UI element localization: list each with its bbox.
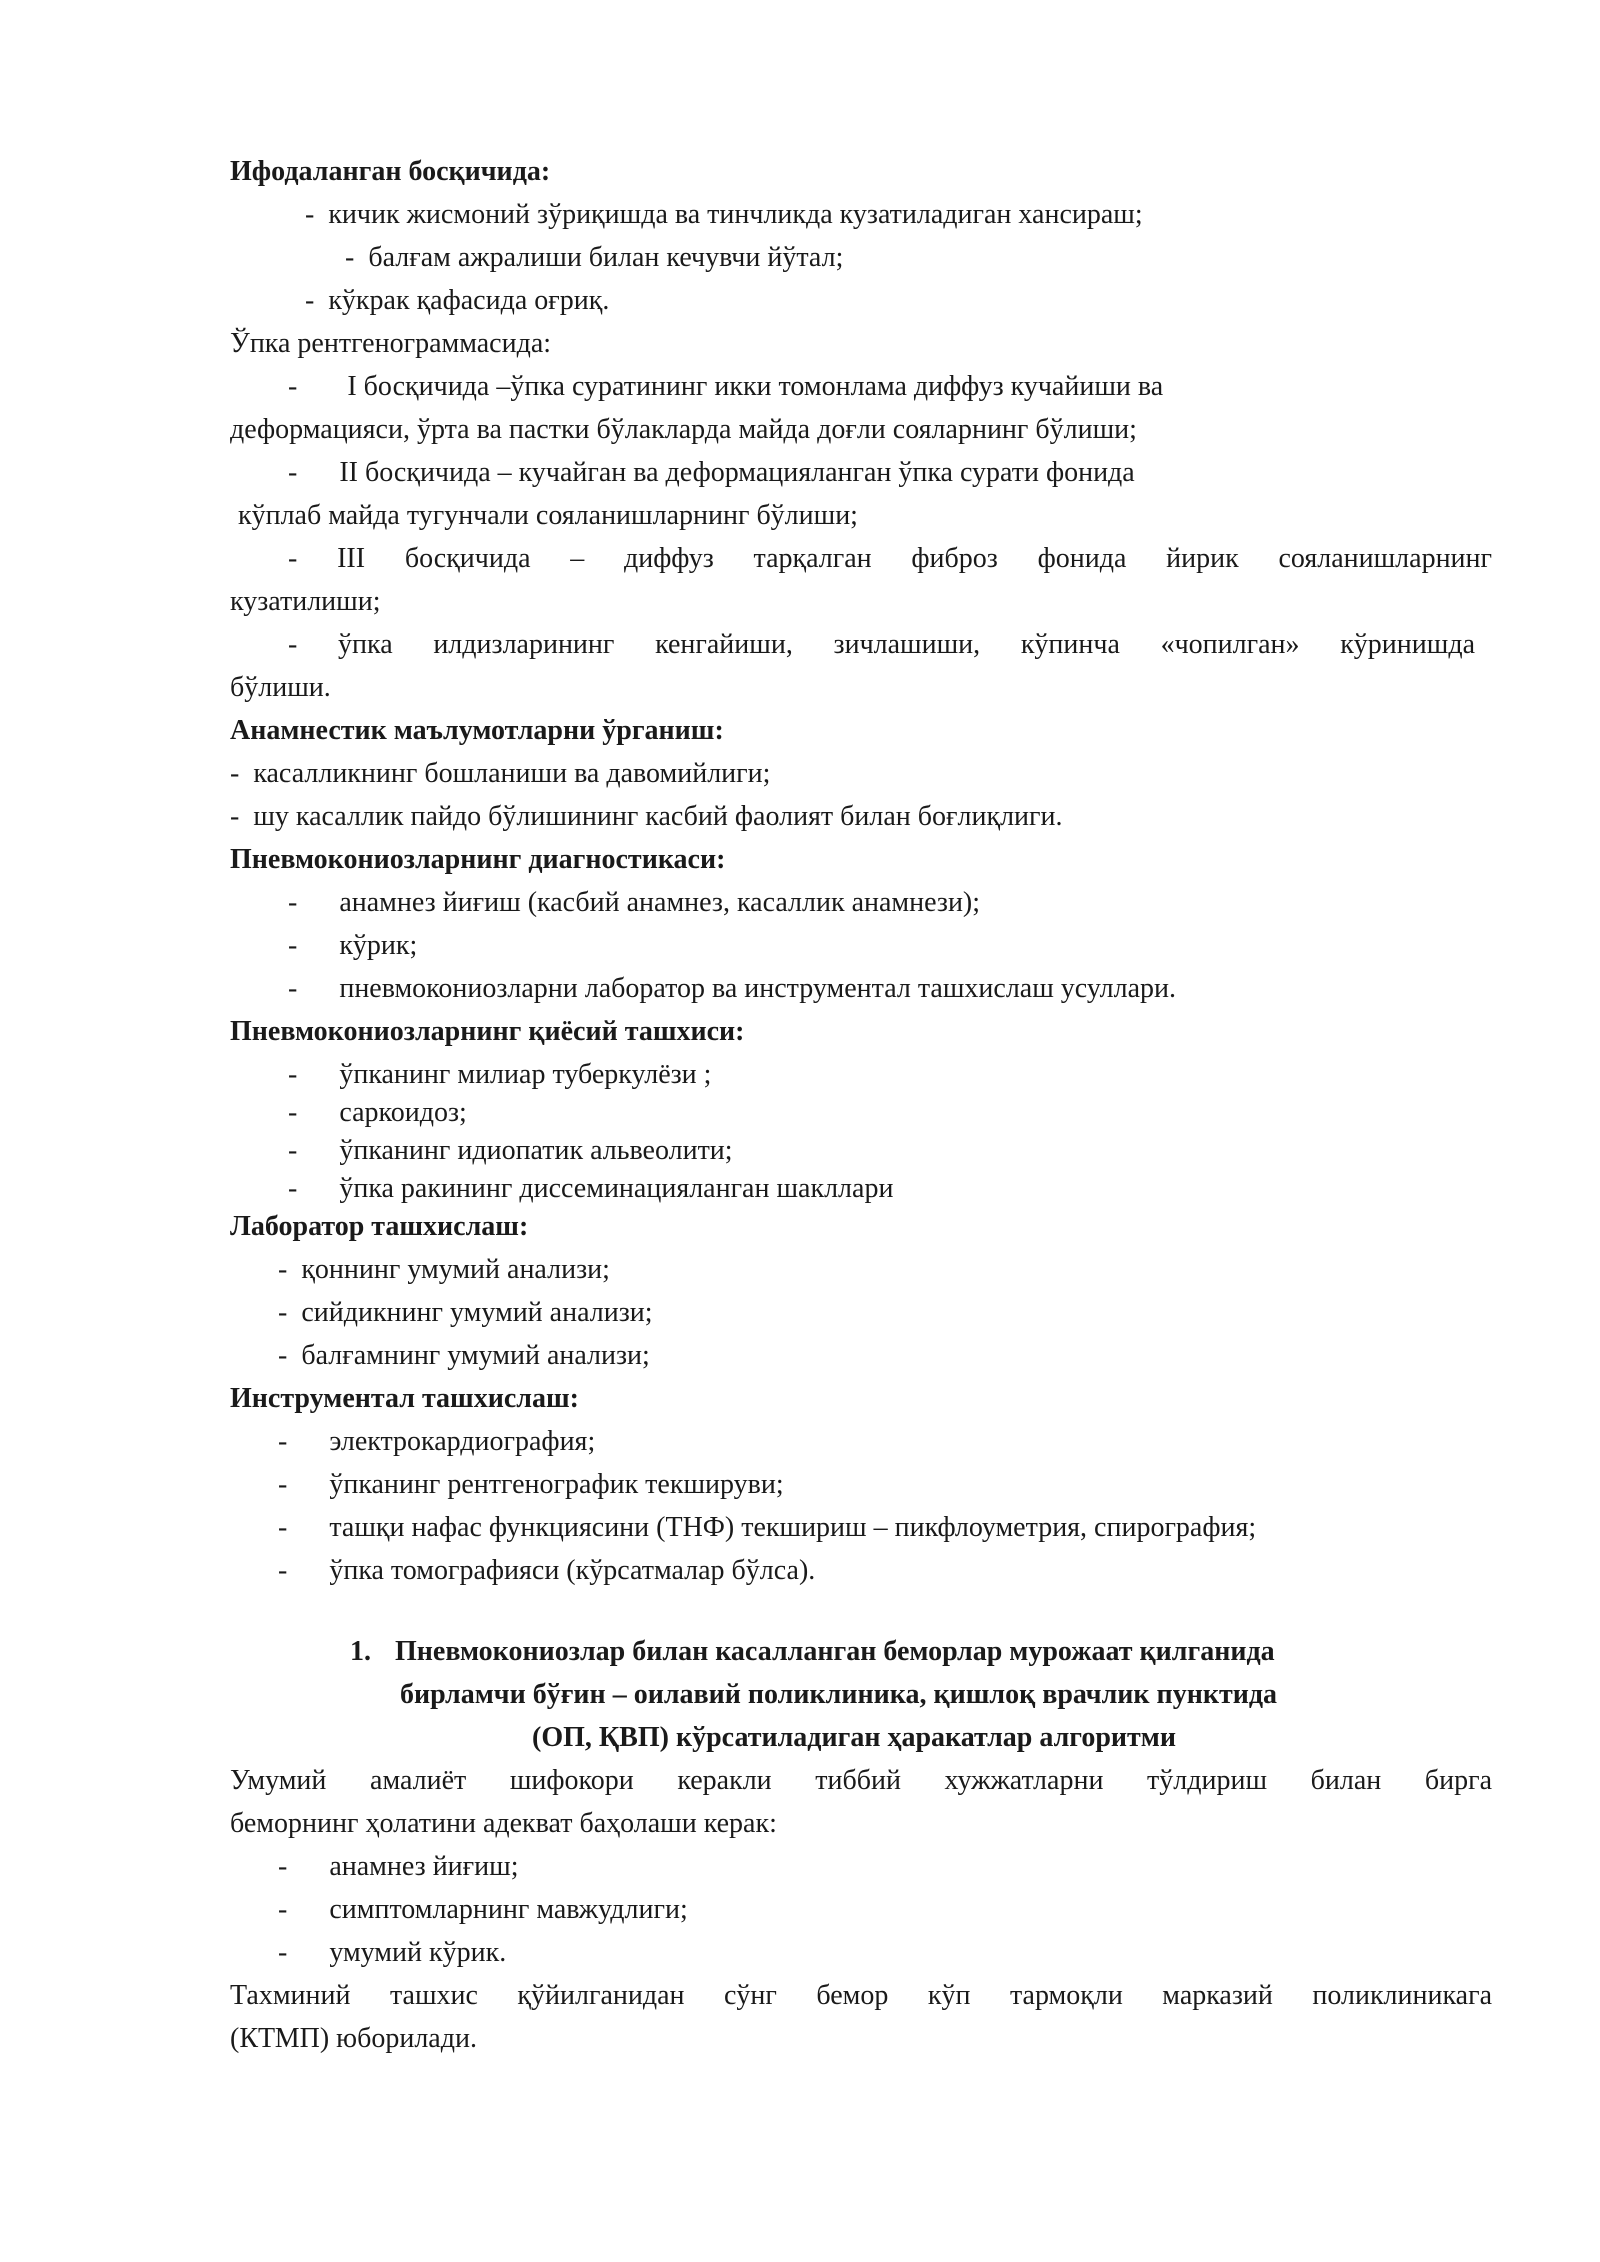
dash: - xyxy=(278,1426,288,1457)
list-item-stage2: - II босқичида – кучайган ва деформацияланган ўпка сурати фонида xyxy=(288,457,1135,488)
list-item-roots: - ўпка илдизларининг кенгайиши, зичлашиши, кўпинча «чопилган» кўринишда xyxy=(288,629,1475,660)
list-item: - ўпканинг милиар туберкулёзи ; xyxy=(288,1059,712,1090)
algorithm-outro-line2: (КТМП) юборилади. xyxy=(230,2023,477,2054)
dash: - xyxy=(278,1297,288,1328)
list-item: - кичик жисмоний зўриқишда ва тинчликда кузатиладиган хансираш; xyxy=(305,199,1143,230)
dash: - xyxy=(288,457,298,488)
list-item: - ташқи нафас функциясини (ТНФ) текшириш – пикфлоуметрия, спирография; xyxy=(278,1512,1257,1543)
algorithm-outro-line1: Тахминий ташхис қўйилганидан сўнг бемор кўп тармоқли марказий поликлиникага xyxy=(230,1980,1492,2011)
list-item: - саркоидоз; xyxy=(288,1097,467,1128)
dash: - xyxy=(305,285,315,316)
dash: - xyxy=(230,758,240,789)
list-item: - электрокардиография; xyxy=(278,1426,596,1457)
list-item: - анамнез йиғиш; xyxy=(278,1851,519,1882)
text-line: бўлиши. xyxy=(230,672,331,703)
algorithm-heading-line2: бирламчи бўғин – оилавий поликлиника, қишлоқ врачлик пунктида xyxy=(400,1679,1278,1710)
dash: - xyxy=(278,1512,288,1543)
list-item: - кўрик; xyxy=(288,930,418,961)
dash: - xyxy=(278,1469,288,1500)
list-item: - ўпканинг рентгенографик текшируви; xyxy=(278,1469,784,1500)
text-line: кузатилиши; xyxy=(230,586,381,617)
dash: - xyxy=(288,1173,298,1204)
text-line: деформацияси, ўрта ва пастки бўлакларда майда доғли сояларнинг бўлиши; xyxy=(230,414,1137,445)
algorithm-heading-line3: (ОП, ҚВП) кўрсатиладиган ҳаракатлар алгоритми xyxy=(532,1722,1176,1753)
heading-anamnesis: Анамнестик маълумотларни ўрганиш: xyxy=(230,715,724,746)
list-item-stage3: - III босқичида – диффуз тарқалган фиброз фонида йирик сояланишларнинг xyxy=(288,543,1493,574)
dash: - xyxy=(230,801,240,832)
dash: - xyxy=(278,1555,288,1586)
dash: - xyxy=(278,1894,288,1925)
dash: - xyxy=(288,629,298,660)
heading-xray: Ўпка рентгенограммасида: xyxy=(230,328,552,359)
list-item: - симптомларнинг мавжудлиги; xyxy=(278,1894,688,1925)
list-item: - кўкрак қафасида оғриқ. xyxy=(305,285,610,316)
list-item: - анамнез йиғиш (касбий анамнез, касаллик анамнези); xyxy=(288,887,981,918)
dash: - xyxy=(288,1059,298,1090)
dash: - xyxy=(288,1097,298,1128)
list-item: - балғамнинг умумий анализи; xyxy=(278,1340,650,1371)
dash: - xyxy=(288,371,298,402)
heading-diagnostics: Пневмокониозларнинг диагностикаси: xyxy=(230,844,726,875)
algorithm-intro-line2: беморнинг ҳолатини адекват баҳолаши керак: xyxy=(230,1808,777,1839)
dash: - xyxy=(288,543,298,574)
text-line: кўплаб майда тугунчали сояланишларнинг бўлиши; xyxy=(238,500,858,531)
dash: - xyxy=(305,199,315,230)
algorithm-intro-line1: Умумий амалиёт шифокори керакли тиббий хужжатларни тўлдириш билан бирга xyxy=(230,1765,1492,1796)
heading-differential: Пневмокониозларнинг қиёсий ташхиси: xyxy=(230,1016,745,1047)
list-item: - касалликнинг бошланиши ва давомийлиги; xyxy=(230,758,771,789)
algorithm-heading-line1: 1. Пневмокониозлар билан касалланган беморлар мурожаат қилганида xyxy=(350,1636,1275,1667)
dash: - xyxy=(288,887,298,918)
list-item: - ўпканинг идиопатик альвеолити; xyxy=(288,1135,733,1166)
list-item: - ўпка ракининг диссеминацияланган шакллари xyxy=(288,1173,894,1204)
list-item: - балғам ажралиши билан кечувчи йўтал; xyxy=(345,242,844,273)
dash: - xyxy=(345,242,355,273)
heading-instrumental: Инструментал ташхислаш: xyxy=(230,1383,579,1414)
list-item: - сийдикнинг умумий анализи; xyxy=(278,1297,653,1328)
list-item-stage1: - I босқичида –ўпка суратининг икки томонлама диффуз кучайиши ва xyxy=(288,371,1164,402)
list-item: - ўпка томографияси (кўрсатмалар бўлса). xyxy=(278,1555,816,1586)
dash: - xyxy=(278,1937,288,1968)
list-item: - умумий кўрик. xyxy=(278,1937,507,1968)
heading-expressed-stage: Ифодаланган босқичида: xyxy=(230,156,551,187)
dash: - xyxy=(288,930,298,961)
section-number: 1. xyxy=(350,1636,371,1667)
dash: - xyxy=(278,1340,288,1371)
heading-lab: Лаборатор ташхислаш: xyxy=(230,1211,529,1242)
dash: - xyxy=(278,1254,288,1285)
list-item: - қоннинг умумий анализи; xyxy=(278,1254,610,1285)
dash: - xyxy=(278,1851,288,1882)
dash: - xyxy=(288,973,298,1004)
dash: - xyxy=(288,1135,298,1166)
list-item: - шу касаллик пайдо бўлишининг касбий фаолият билан боғлиқлиги. xyxy=(230,801,1063,832)
list-item: - пневмокониозларни лаборатор ва инструментал ташхислаш усуллари. xyxy=(288,973,1176,1004)
